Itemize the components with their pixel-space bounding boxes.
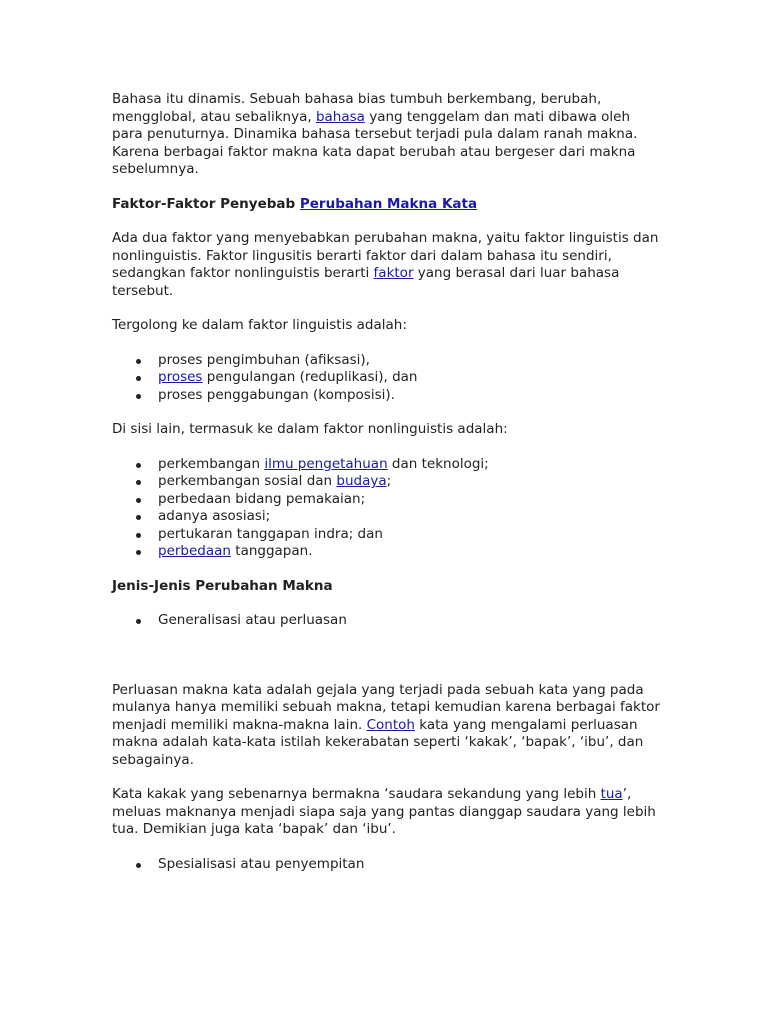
link-ilmu-pengetahuan[interactable]: ilmu pengetahuan <box>264 455 388 472</box>
link-contoh[interactable]: Contoh <box>366 716 415 733</box>
paragraph-kata-kakak: Kata kakak yang sebenarnya bermakna ‘saudara sekandung yang lebih tua’, meluas maknanya menjadi siapa saja yang pantas dianggap saudara yang lebih tua. Demikian juga kata ‘bapak’ dan ‘ibu’. <box>112 786 656 837</box>
link-tua[interactable]: tua <box>600 786 623 802</box>
paragraph-dua-faktor: Ada dua faktor yang menyebabkan perubahan makna, yaitu faktor linguistis dan nonlinguistis. Faktor lingusitis berarti faktor dari dalam bahasa itu sendiri, sedangkan faktor nonlinguistis berarti faktor yang berasal dari luar bahasa tersebut. <box>112 230 659 299</box>
list-item: Spesialisasi atau penyempitan <box>158 856 662 874</box>
paragraph-linguistis-intro: Tergolong ke dalam faktor linguistis adalah: <box>112 317 407 333</box>
list-item: proses penggabungan (komposisi). <box>158 387 662 405</box>
link-proses[interactable]: proses <box>158 369 203 385</box>
article-body <box>112 91 662 890</box>
link-faktor[interactable]: faktor <box>373 265 414 281</box>
list-item: proses pengulangan (reduplikasi), dan <box>158 369 662 387</box>
paragraph-perluasan: Perluasan makna kata adalah gejala yang terjadi pada sebuah kata yang pada mulanya hanya memiliki sebuah makna, tetapi kemudian karena berbagai faktor menjadi memiliki makna-makna lain. Contoh kata yang mengalami perluasan makna adalah kata-kata istilah kekerabatan seperti ‘kakak’, ‘bapak’, ‘ibu’, dan sebagainya. <box>112 681 660 768</box>
list-item: perkembangan sosial dan budaya; <box>158 473 662 491</box>
linguistic-factors-list <box>112 352 662 405</box>
list-item: adanya asosiasi; <box>158 508 662 526</box>
list-item: perkembangan ilmu pengetahuan dan teknologi; <box>158 456 662 474</box>
list-item: proses pengimbuhan (afiksasi), <box>158 352 662 370</box>
list-item: perbedaan tanggapan. <box>158 543 662 561</box>
list-item: perbedaan bidang pemakaian; <box>158 491 662 509</box>
heading-faktor-penyebab: Faktor-Faktor Penyebab Perubahan Makna Kata <box>112 195 478 212</box>
intro-paragraph: Bahasa itu dinamis. Sebuah bahasa bias tumbuh berkembang, berubah, mengglobal, atau sebaliknya, bahasa yang tenggelam dan mati dibawa oleh para penuturnya. Dinamika bahasa tersebut terjadi pula dalam ranah makna. Karena berbagai faktor makna kata dapat berubah atau bergeser dari makna sebelumnya. <box>112 91 638 177</box>
nonlinguistic-factors-list <box>112 456 662 561</box>
heading-jenis-perubahan-makna: Jenis-Jenis Perubahan Makna <box>112 577 333 594</box>
link-budaya[interactable]: budaya <box>336 473 387 489</box>
list-item: Generalisasi atau perluasan <box>158 612 662 630</box>
link-bahasa[interactable]: bahasa <box>315 108 365 125</box>
spacer <box>112 647 662 682</box>
types-list-spesialisasi <box>112 856 662 874</box>
types-list-generalisasi <box>112 612 662 630</box>
link-perubahan-makna-kata[interactable]: Perubahan Makna Kata <box>299 195 478 212</box>
link-perbedaan[interactable]: perbedaan <box>158 543 231 559</box>
paragraph-nonlinguistis-intro: Di sisi lain, termasuk ke dalam faktor nonlinguistis adalah: <box>112 421 508 437</box>
list-item: pertukaran tanggapan indra; dan <box>158 526 662 544</box>
